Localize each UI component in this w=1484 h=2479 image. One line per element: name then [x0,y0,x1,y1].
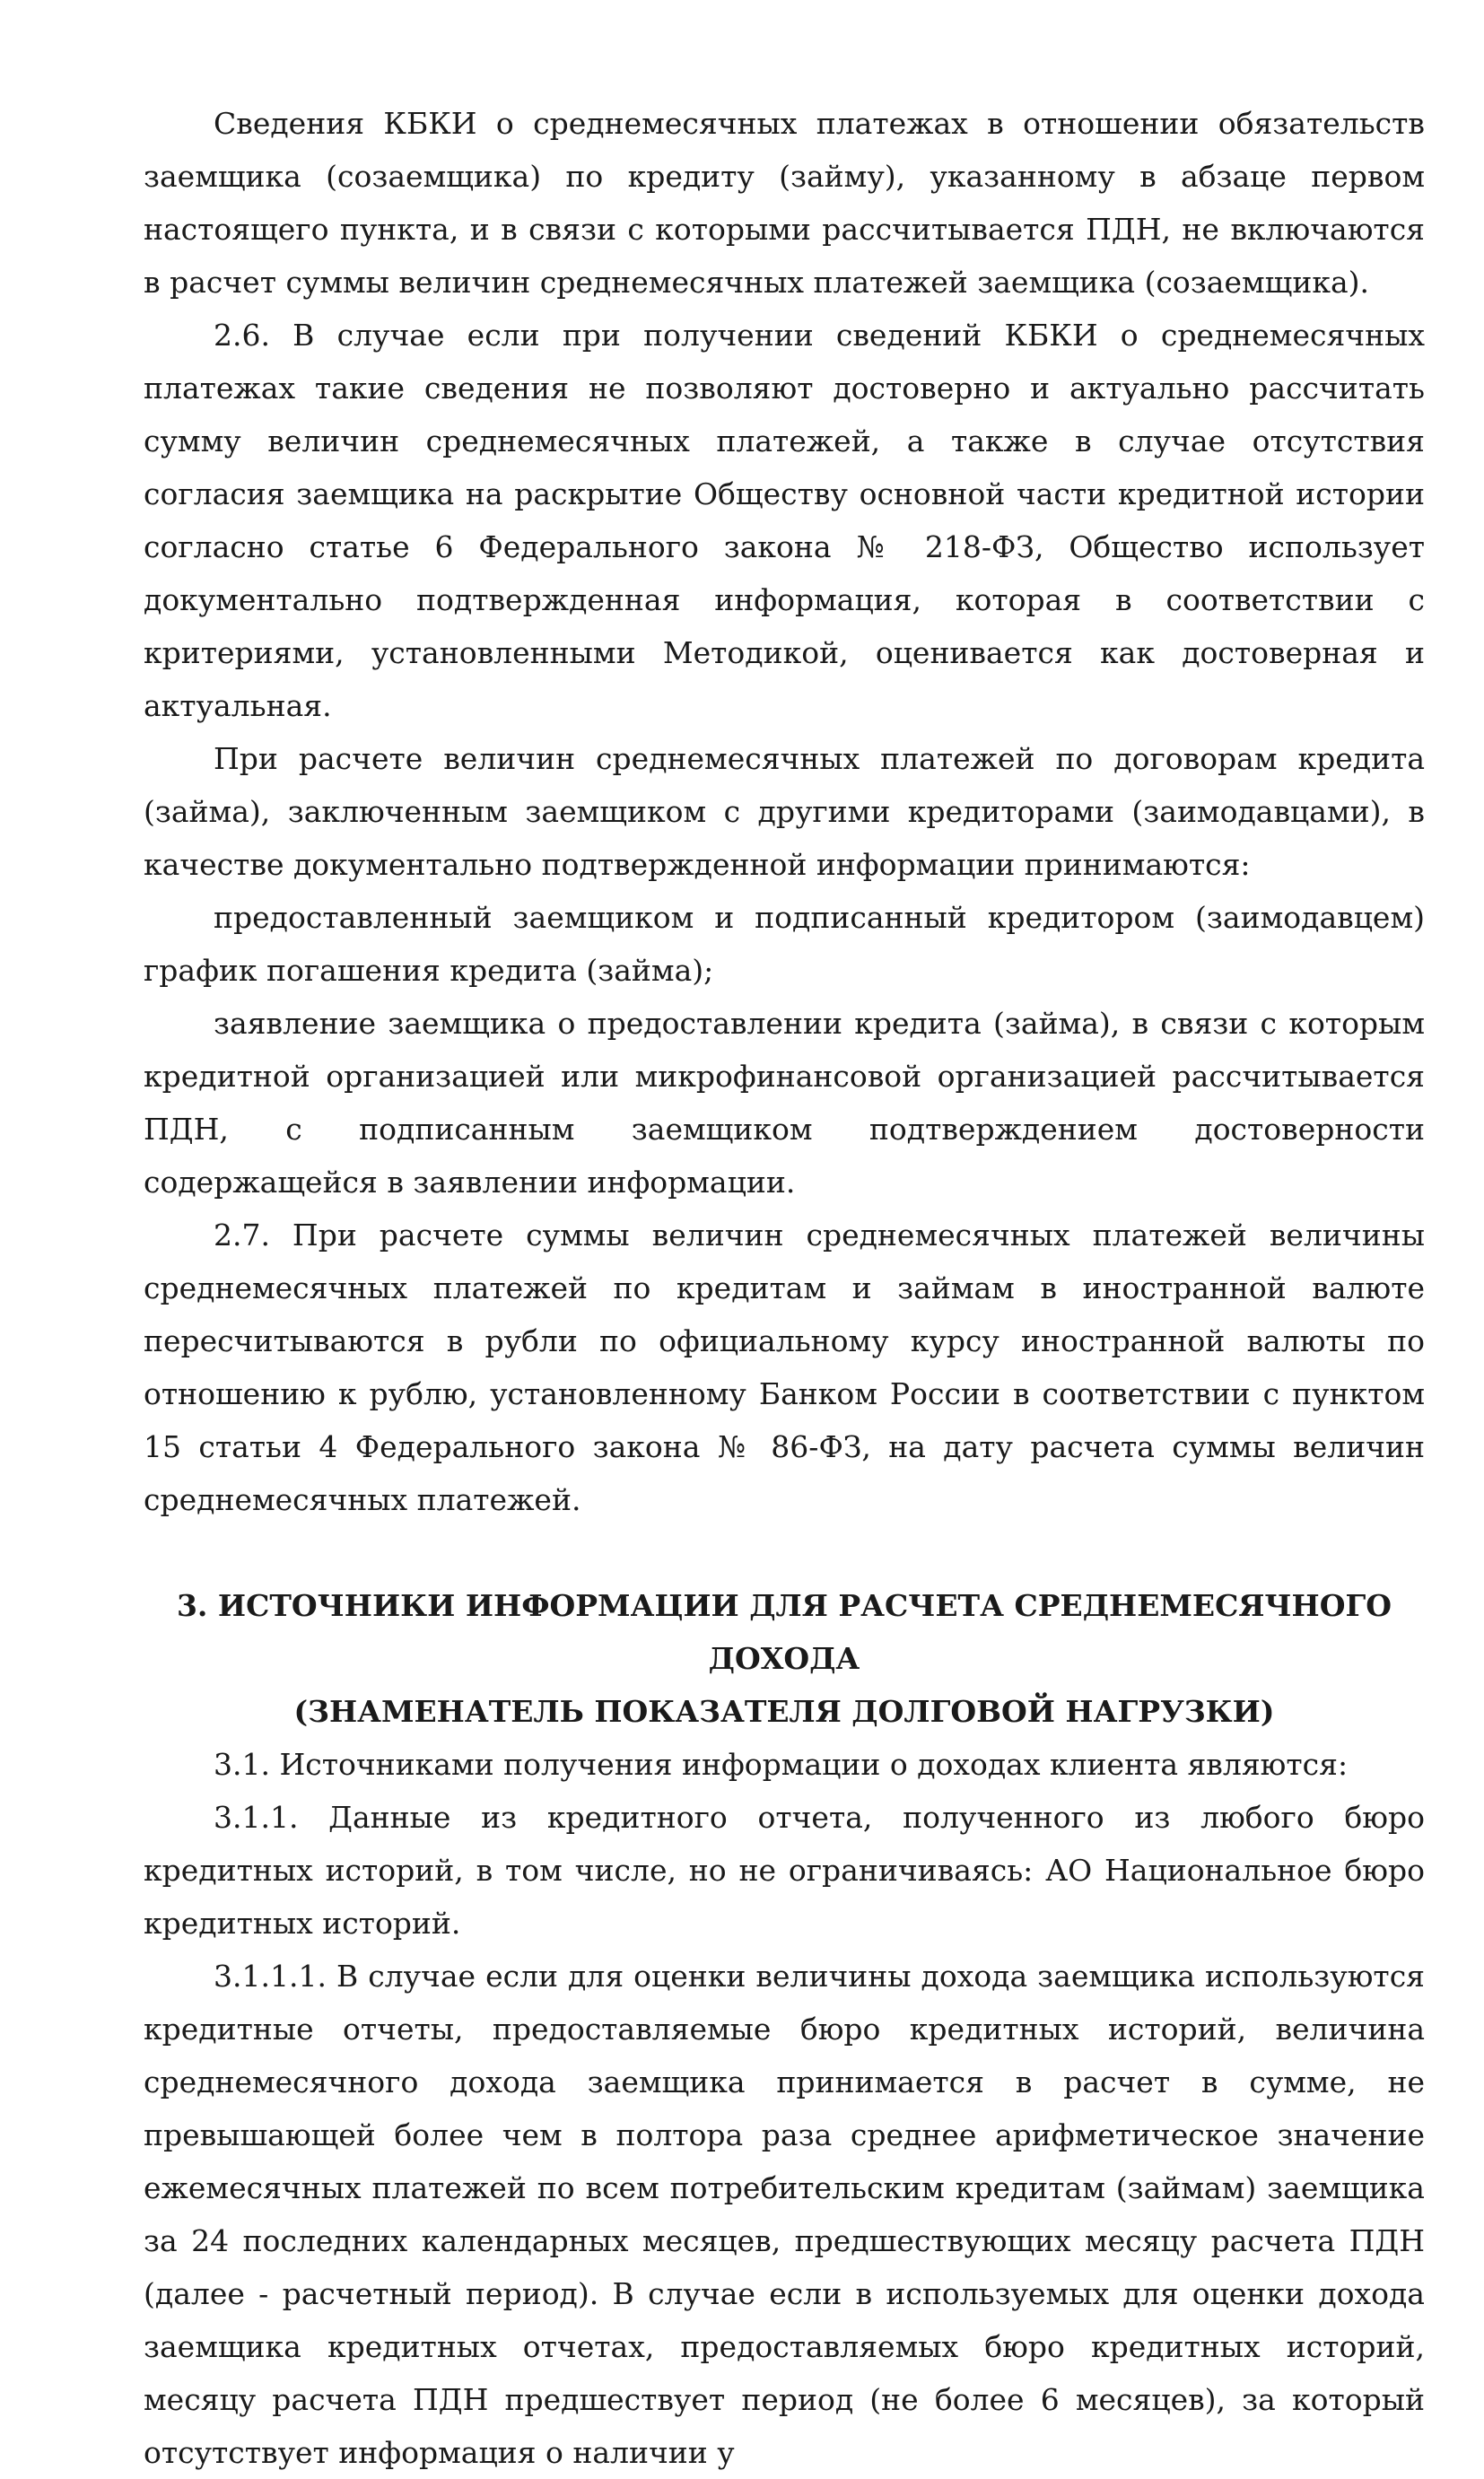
paragraph-3-1-1-1: 3.1.1.1. В случае если для оценки величины дохода заемщика используются кредитные отчеты, предоставляемые бюро кредитных историй, величина среднемесячного дохода заемщика принимается в расчет в сумме, не превышающей более чем в полтора раза среднее арифметическое значение ежемесячных платежей по всем потребительским кредитам (займам) заемщика за 24 последних календарных месяцев, предшествующих месяцу расчета ПДН (далее - расчетный период). В случае если в используемых для оценки дохода заемщика кредитных отчетах, предоставляемых бюро кредитных историй, месяцу расчета ПДН предшествует период (не более 6 месяцев), за который отсутствует информация о наличии у [144,1959,1425,2470]
paragraph-2-6: 2.6. В случае если при получении сведений КБКИ о среднемесячных платежах такие сведения не позволяют достоверно и актуально рассчитать сумму величин среднемесячных платежей, а также в случае отсутствия согласия заемщика на раскрытие Обществу основной части кредитной истории согласно статье 6 Федерального закона № 218-ФЗ, Общество использует документально подтвержденная информация, которая в соответствии с критериями, установленными Методикой, оценивается как достоверная и актуальная. [144,318,1425,723]
paragraph-documented-info: При расчете величин среднемесячных платежей по договорам кредита (займа), заключенным заемщиком с другими кредиторами (заимодавцами), в качестве документально подтвержденной информации принимаются: [144,741,1425,882]
paragraph-3-1-1: 3.1.1. Данные из кредитного отчета, полученного из любого бюро кредитных историй, в том числе, но не ограничиваясь: АО Национальное бюро кредитных историй. [144,1800,1425,1941]
section-3-heading-line2: (ЗНАМЕНАТЕЛЬ ПОКАЗАТЕЛЯ ДОЛГОВОЙ НАГРУЗКИ) [293,1694,1275,1729]
paragraph-loan-application: заявление заемщика о предоставлении кредита (займа), в связи с которым кредитной организацией или микрофинансовой организацией рассчитывается ПДН, с подписанным заемщиком подтверждением достоверности содержащейся в заявлении информации. [144,1006,1425,1200]
paragraph-3-1: 3.1. Источниками получения информации о доходах клиента являются: [214,1747,1349,1782]
paragraph-2-7: 2.7. При расчете суммы величин среднемесячных платежей величины среднемесячных платежей по кредитам и займам в иностранной валюте пересчитываются в рубли по официальному курсу иностранной валюты по отношению к рублю, установленному Банком России в соответствии с пунктом 15 статьи 4 Федерального закона № 86-ФЗ, на дату расчета суммы величин среднемесячных платежей. [144,1218,1425,1517]
paragraph-repayment-schedule: предоставленный заемщиком и подписанный кредитором (заимодавцем) график погашения кредита (займа); [144,900,1425,988]
section-3-heading-line1: 3. ИСТОЧНИКИ ИНФОРМАЦИИ ДЛЯ РАСЧЕТА СРЕДНЕМЕСЯЧНОГО ДОХОДА [176,1588,1392,1676]
section-3-heading [144,1579,1425,1738]
document-page [144,97,1425,2479]
paragraph-kbki-exclusion: Сведения КБКИ о среднемесячных платежах в отношении обязательств заемщика (созаемщика) по кредиту (займу), указанному в абзаце первом настоящего пункта, и в связи с которыми рассчитывается ПДН, не включаются в расчет суммы величин среднемесячных платежей заемщика (созаемщика). [144,106,1425,300]
